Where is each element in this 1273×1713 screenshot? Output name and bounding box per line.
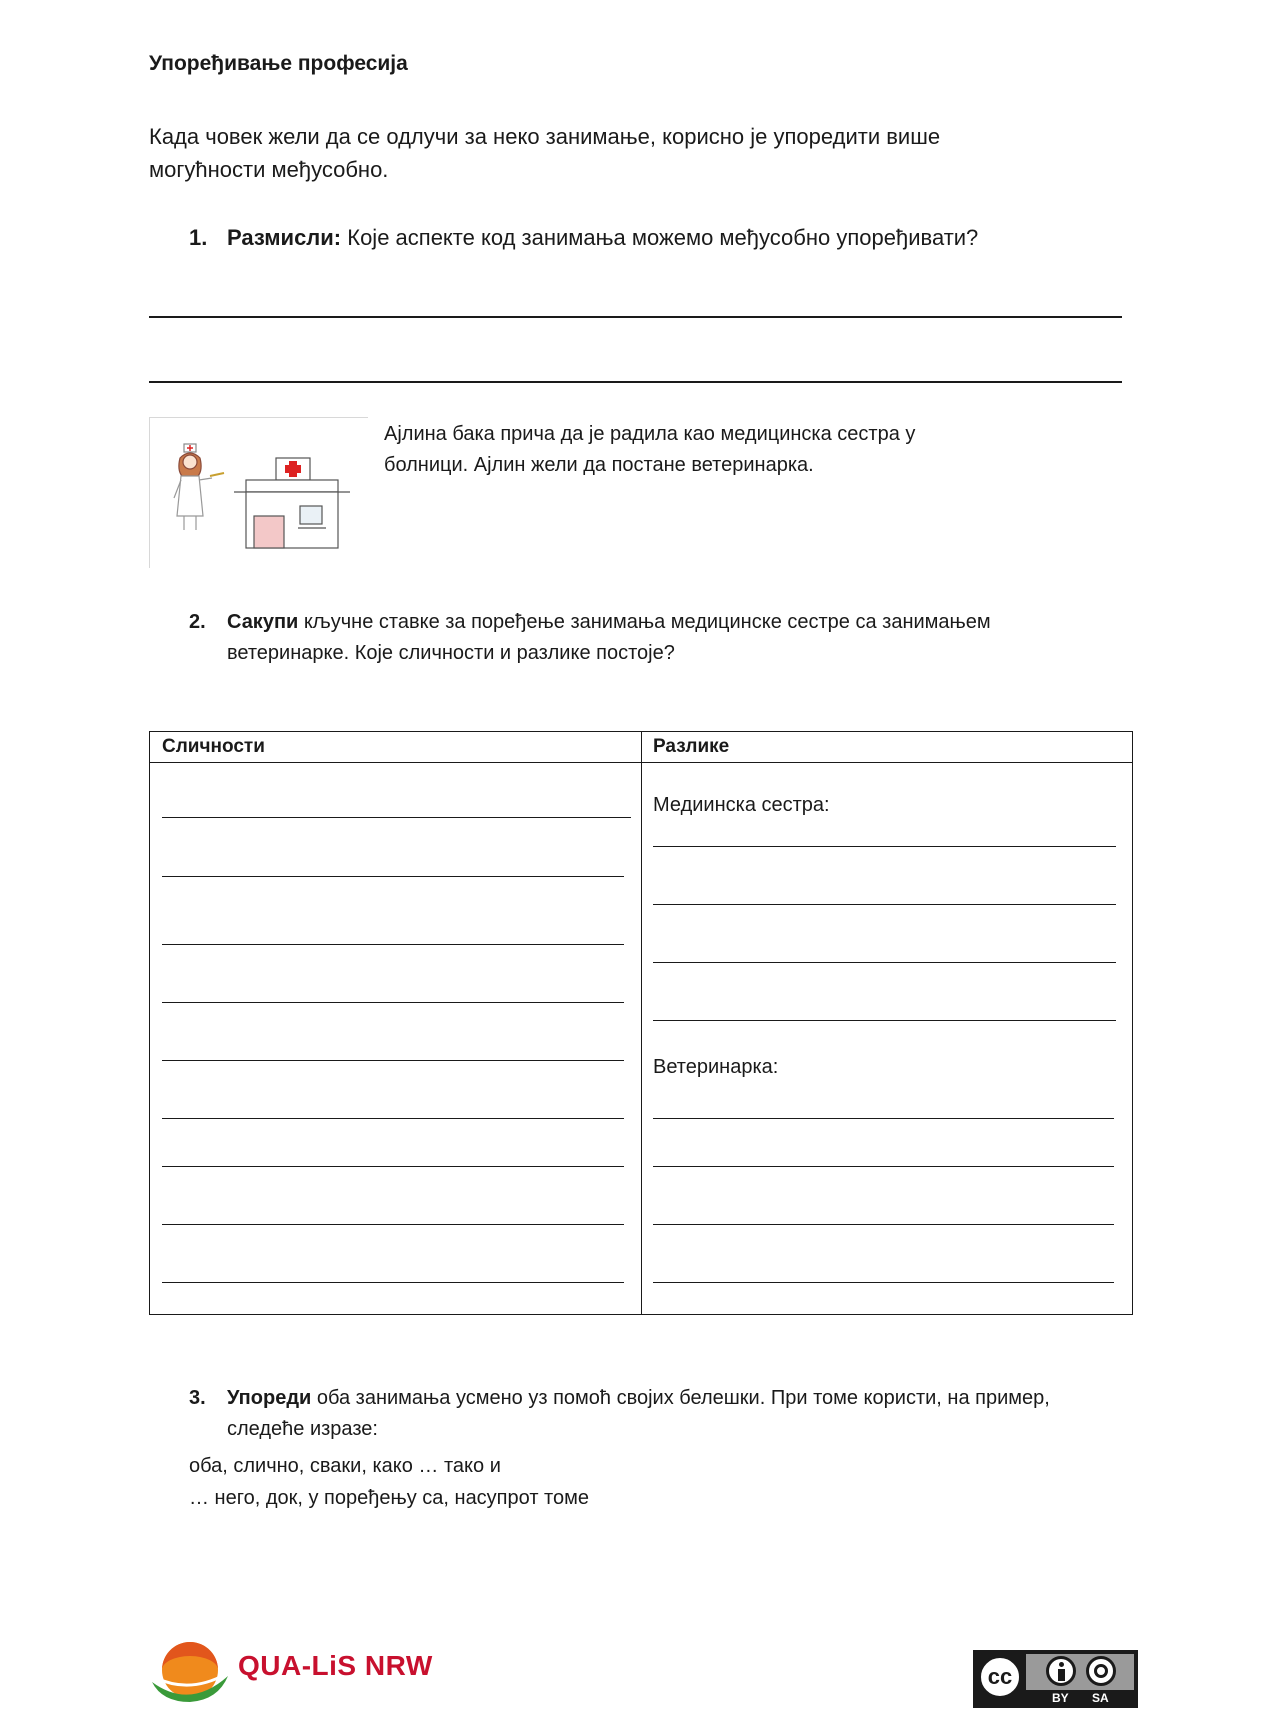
cc-badge-inner bbox=[1026, 1654, 1134, 1690]
similarities-line[interactable] bbox=[162, 1118, 624, 1119]
similarities-line[interactable] bbox=[162, 876, 624, 877]
vet-label: Ветеринарка: bbox=[653, 1056, 779, 1078]
comparison-table bbox=[149, 731, 1133, 1315]
qualis-logo-mark bbox=[150, 1638, 232, 1708]
nurse-line[interactable] bbox=[653, 962, 1116, 963]
nurse-hospital-drawing bbox=[150, 418, 369, 569]
intro-paragraph: Када човек жели да се одлучи за неко занимање, корисно је упоредити више могућности међусобно. bbox=[149, 124, 941, 182]
cc-license-badge bbox=[973, 1650, 1138, 1708]
phrases bbox=[189, 1450, 589, 1514]
answer-line-2[interactable] bbox=[149, 381, 1122, 383]
sa-share-icon bbox=[1086, 1656, 1116, 1686]
vet-line[interactable] bbox=[653, 1166, 1114, 1167]
similarities-header: Сличности bbox=[162, 736, 265, 757]
nurse-line[interactable] bbox=[653, 846, 1116, 847]
task-2 bbox=[189, 607, 1089, 669]
license-by-label: BY bbox=[1052, 1691, 1069, 1705]
vet-line[interactable] bbox=[653, 1224, 1114, 1225]
similarities-line[interactable] bbox=[162, 817, 631, 818]
license-sa-label: SA bbox=[1092, 1691, 1109, 1705]
phrases-line-2: … него, док, у поређењу са, насупрот томе bbox=[189, 1487, 589, 1509]
phrases-line-1: оба, слично, сваки, како … тако и bbox=[189, 1455, 501, 1477]
cc-circle-icon bbox=[978, 1655, 1022, 1699]
similarities-line[interactable] bbox=[162, 1224, 624, 1225]
similarities-line[interactable] bbox=[162, 1282, 624, 1283]
story-text: Ајлина бака прича да је радила као медицинска сестра у болници. Ајлин жели да постане ветеринарка. bbox=[384, 423, 916, 476]
qualis-logo-text bbox=[238, 1650, 433, 1682]
nurse-label: Медиинска сестра: bbox=[653, 794, 830, 816]
vet-line[interactable] bbox=[653, 1282, 1114, 1283]
nurse-line[interactable] bbox=[653, 904, 1116, 905]
task-1-text: Које аспекте код занимања можемо међусобно упоређивати? bbox=[341, 225, 979, 250]
similarities-line[interactable] bbox=[162, 944, 624, 945]
cc-text: cc bbox=[987, 1664, 1013, 1689]
task-1-lead: Размисли: bbox=[227, 225, 342, 250]
task-1 bbox=[189, 222, 1089, 254]
similarities-line[interactable] bbox=[162, 1002, 624, 1003]
vet-line[interactable] bbox=[653, 1118, 1114, 1119]
nurse-hospital-illustration bbox=[149, 417, 368, 568]
task-3 bbox=[189, 1383, 1089, 1445]
by-person-icon bbox=[1046, 1656, 1076, 1686]
task-3-number: 3. bbox=[189, 1387, 206, 1409]
table-column-divider bbox=[641, 732, 642, 1314]
similarities-line[interactable] bbox=[162, 1166, 624, 1167]
similarities-line[interactable] bbox=[162, 1060, 624, 1061]
answer-line-1[interactable] bbox=[149, 316, 1122, 318]
task-3-text: оба занимања усмено уз помоћ својих белешки. При томе користи, на пример, следеће изразе: bbox=[227, 1387, 1050, 1440]
nurse-line[interactable] bbox=[653, 1020, 1116, 1021]
differences-header: Разлике bbox=[653, 736, 730, 757]
task-2-lead: Сакупи bbox=[227, 611, 299, 633]
task-3-lead: Упореди bbox=[227, 1387, 312, 1409]
task-2-number: 2. bbox=[189, 611, 206, 633]
task-2-text: кључне ставке за поређење занимања медицинске сестре са занимањем ветеринарке. Које сличности и разлике постоје? bbox=[227, 611, 991, 664]
qualis-logo-text-value: QUA-LiS NRW bbox=[238, 1650, 433, 1681]
page-title: Упоређивање професија bbox=[149, 52, 408, 75]
task-1-number: 1. bbox=[189, 225, 208, 250]
